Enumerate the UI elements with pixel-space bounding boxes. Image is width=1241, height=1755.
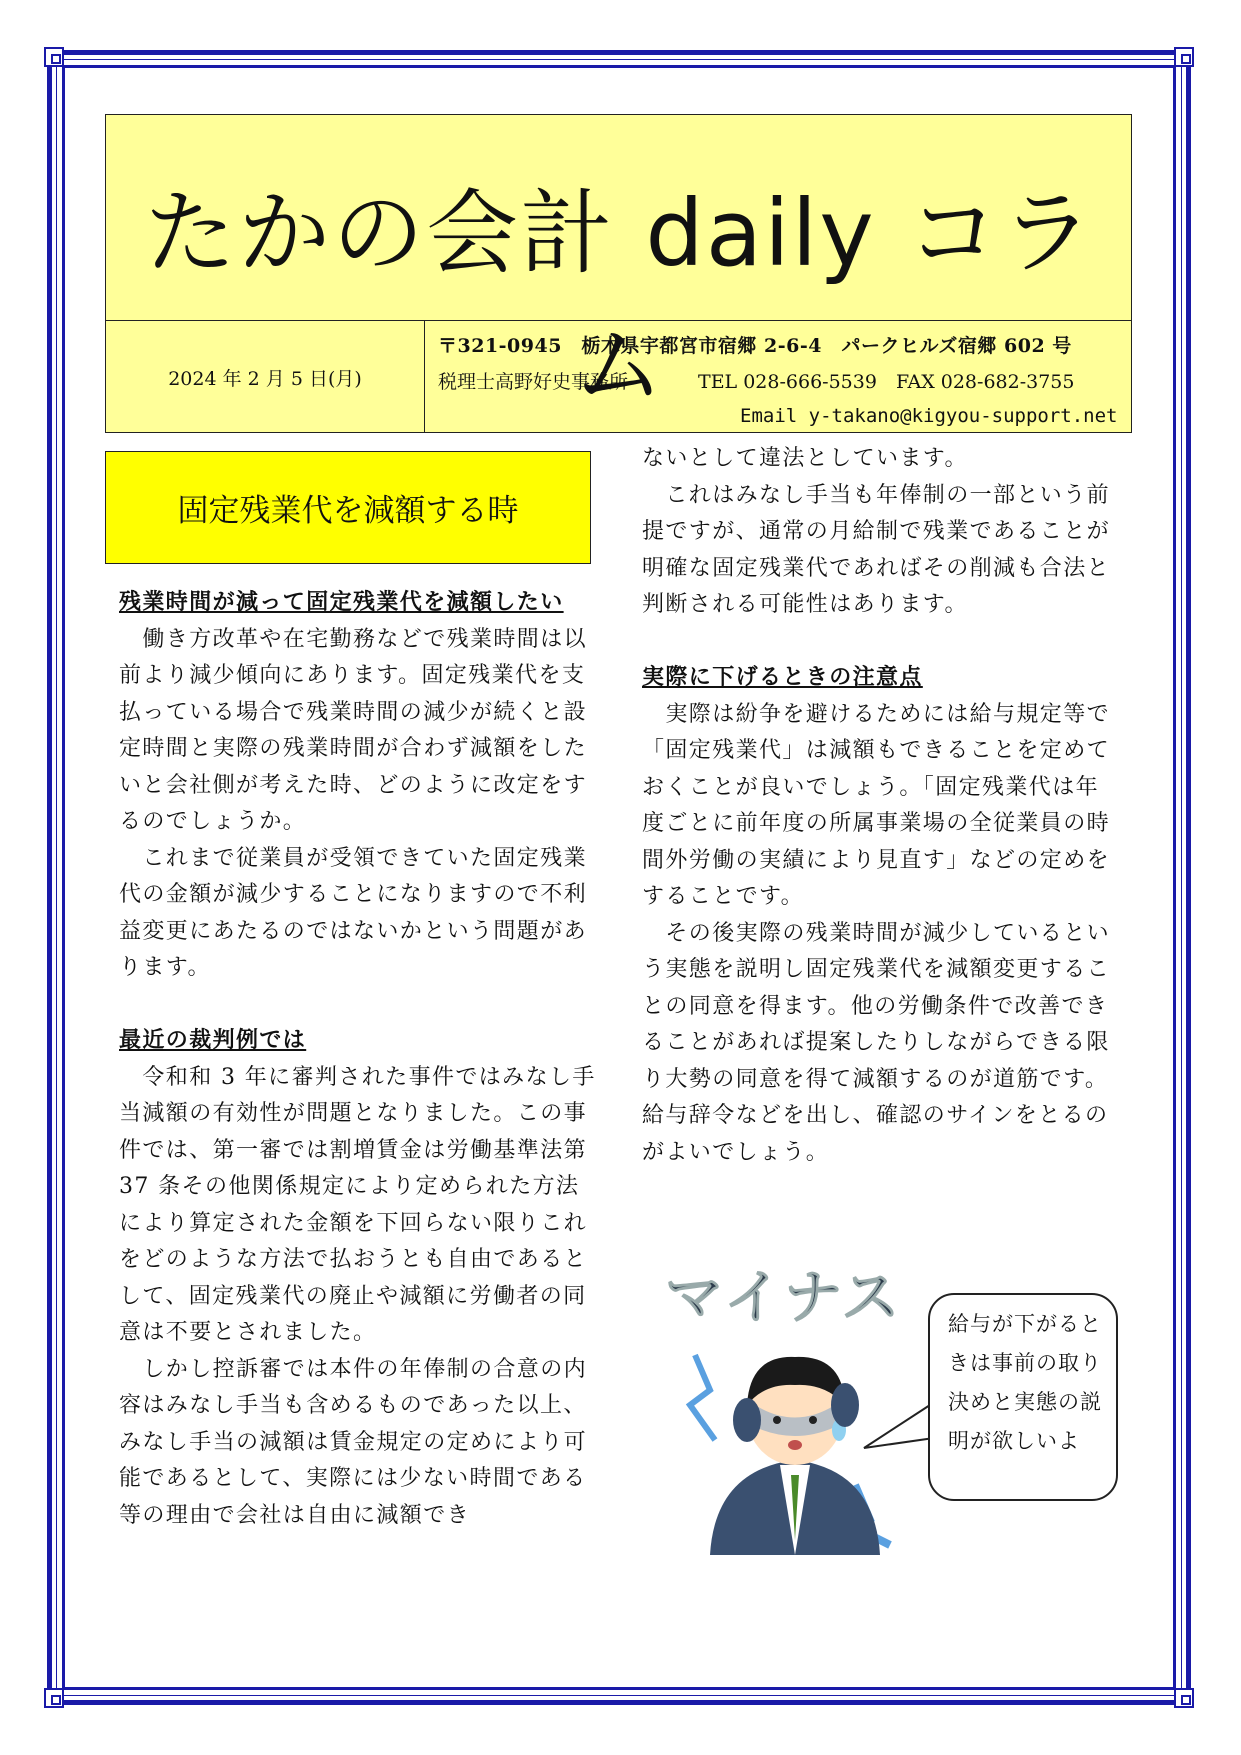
article-left-column	[119, 585, 599, 1534]
border-corner-ornament	[44, 1688, 64, 1708]
office-contact	[438, 367, 1074, 394]
article-headline: 固定残業代を減額する時	[105, 451, 591, 564]
paragraph: 令和和 3 年に審判された事件ではみなし手当減額の有効性が問題となりました。この事件では、第一審では割増賃金は労働基準法第 37 条その他関係規定により定められた方法により算定された金額を下回らない限りこれをどのような方法で払おうとも自由であるとして、固定残業代の廃止や減額に労働者の同意は不要とされました。	[119, 1064, 596, 1345]
paragraph: 実際は紛争を避けるためには給与規定等で「固定残業代」は減額もできることを定めておくことが良いでしょう。「固定残業代は年度ごとに前年度の所属事業場の全従業員の時間外労働の実績により見直す」などの定めをすることです。	[642, 701, 1111, 909]
newsletter-title: たかの会計 daily コラム	[144, 180, 1095, 419]
border-corner-ornament	[1174, 1688, 1194, 1708]
speech-bubble: 給与が下がるときは事前の取り決めと実態の説明が欲しいよ	[928, 1293, 1118, 1501]
minus-word: マイナス	[665, 1263, 902, 1331]
paragraph: その後実際の残業時間が減少しているという実態を説明し固定残業代を減額変更することの同意を得ます。他の労働条件で改善できることがあれば提案したりしながらできる限り大勢の同意を得て減額するのが道筋です。給与辞令などを出し、確認のサインをとるのがよいでしょう。	[642, 920, 1111, 1165]
paragraph: これはみなし手当も年俸制の一部という前提ですが、通常の月給制で残業であることが明確な固定残業代であればその削減も合法と判断される可能性はあります。	[642, 482, 1111, 617]
border-corner-ornament	[1174, 47, 1194, 67]
lightning-bolt-icon	[690, 1355, 715, 1440]
newsletter-header	[105, 114, 1132, 433]
office-email: Email y-takano@kigyou-support.net	[740, 405, 1118, 427]
paragraph: しかし控訴審では本件の年俸制の合意の内容はみなし手当も含めるものであった以上、みなし手当の減額は賃金規定の定めにより可能であるとして、実際には少ない時間である等の理由で会社は自由に減額でき	[119, 1356, 588, 1528]
paragraph: ないとして違法としています。	[642, 446, 968, 471]
section-heading: 残業時間が減って固定残業代を減額したい	[119, 590, 564, 615]
border-corner-ornament	[44, 47, 64, 67]
article-right-column	[642, 441, 1122, 1171]
paragraph: これまで従業員が受領できていた固定残業代の金額が減少することになりますので不利益変更にあたるのではないかという問題があります。	[119, 845, 588, 980]
section-heading: 最近の裁判例では	[119, 1028, 307, 1053]
issue-date: 2024 年 2 月 5 日(月)	[106, 321, 425, 433]
office-name: 税理士高野好史事務所	[438, 371, 629, 393]
paragraph: 働き方改革や在宅勤務などで残業時間は以前より減少傾向にあります。固定残業代を支払っている場合で残業時間の減少が続くと設定時間と実際の残業時間が合わず減額をしたいと会社側が考えた時、どのように改定をするのでしょうか。	[119, 626, 588, 834]
office-address: 〒321-0945 栃木県宇都宮市宿郷 2-6-4 パークヒルズ宿郷 602 号	[438, 335, 1072, 357]
header-info-row	[106, 320, 1131, 433]
tel-fax: TEL 028-666-5539 FAX 028-682-3755	[698, 371, 1075, 393]
section-heading: 実際に下げるときの注意点	[642, 665, 923, 690]
